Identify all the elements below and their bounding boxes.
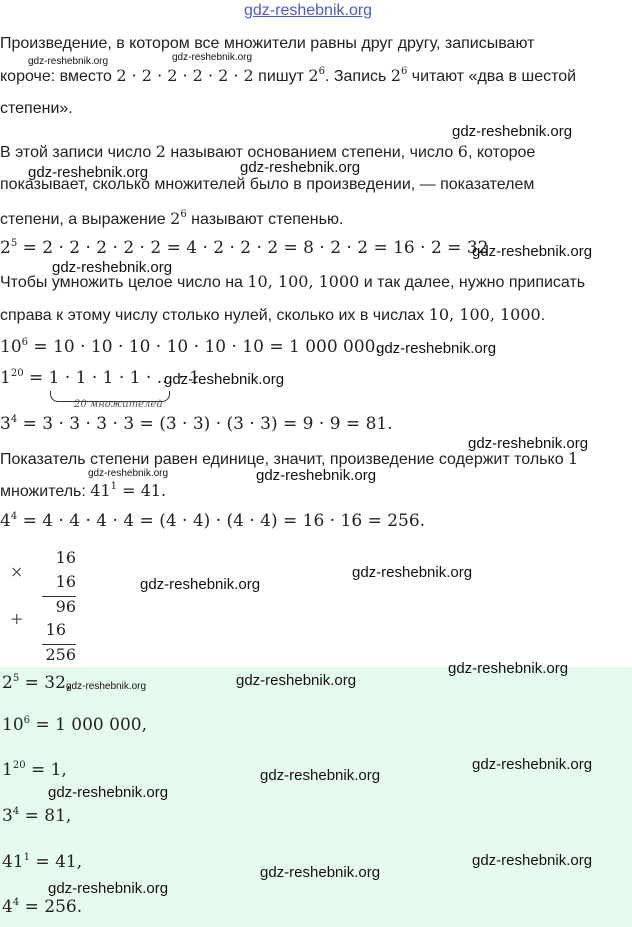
solution-3-pow-4: $3^4 = 3 \cdot 3 \cdot 3 \cdot 3 = (3 \cdot 3) \cdot (3 \cdot 3) = 9 \cdot 9 = 81$. — [0, 414, 393, 434]
watermark: gdz-reshebnik.org — [472, 243, 593, 260]
watermark: gdz-reshebnik.org — [48, 784, 169, 801]
watermark: gdz-reshebnik.org — [164, 371, 285, 388]
watermark: gdz-reshebnik.org — [66, 681, 147, 692]
answer-1: $2^5 = 32$, — [2, 673, 72, 693]
column-partial-2: 16 — [45, 620, 66, 639]
watermark: gdz-reshebnik.org — [172, 52, 253, 63]
column-factor-b: 16 — [55, 572, 76, 591]
site-link[interactable]: gdz-reshebnik.org — [244, 2, 373, 19]
theory-line-2: короче: вместо 2 · 2 · 2 · 2 · 2 · 2 пишут $2^6$. Запись $2^6$ читают «два в шестой — [0, 66, 577, 85]
watermark: gdz-reshebnik.org — [240, 159, 361, 176]
column-partial-1: 96 — [42, 596, 76, 616]
rule-line-1: Чтобы умножить целое число на 10, 100, 1000 и так далее, нужно приписать — [0, 272, 586, 291]
theory-line-1: Произведение, в котором все множители равны друг другу, записывают — [0, 35, 535, 52]
watermark: gdz-reshebnik.org — [28, 164, 149, 181]
answer-4: $3^4 = 81$, — [2, 806, 72, 826]
watermark: gdz-reshebnik.org — [472, 756, 593, 773]
watermark: gdz-reshebnik.org — [140, 576, 261, 593]
theory-line-3: степени». — [0, 100, 73, 117]
theory-p2-line-3: степени, а выражение $2^6$ называют степенью. — [0, 209, 344, 228]
watermark: gdz-reshebnik.org — [448, 660, 569, 677]
watermark: gdz-reshebnik.org — [260, 767, 381, 784]
plus-sign: + — [10, 609, 24, 628]
rule-line-2: справа к этому числу столько нулей, сколько их в числах 10, 100, 1000. — [0, 305, 546, 324]
unit-line-1: Показатель степени равен единице, значит, произведение содержит только 1 — [0, 449, 579, 468]
solution-4-pow-4: $4^4 = 4 \cdot 4 \cdot 4 \cdot 4 = (4 \cdot 4) \cdot (4 \cdot 4) = 16 \cdot 16 = 256$. — [0, 511, 426, 531]
column-result: 256 — [42, 644, 76, 664]
unit-line-2: множитель: $41^1 = 41$. — [0, 481, 167, 500]
watermark: gdz-reshebnik.org — [88, 468, 169, 479]
solution-1-pow-20: $1^{20} = 1 \cdot 1 \cdot 1 \cdot 1$ · ... · 1 — [0, 368, 200, 388]
watermark: gdz-reshebnik.org — [28, 56, 109, 67]
theory-p2-line-1: В этой записи число 2 называют основанием степени, число 6, которое — [0, 142, 536, 161]
watermark: gdz-reshebnik.org — [472, 852, 593, 869]
watermark: gdz-reshebnik.org — [376, 340, 497, 357]
theory-p2-line-2: показывает, сколько множителей было в произведении, — показателем — [0, 176, 535, 193]
solution-10-pow-6: $10^6 = 10 \cdot 10 \cdot 10 \cdot 10 \cdot 10 \cdot 10 = 1$ 000 000. — [0, 337, 381, 357]
watermark: gdz-reshebnik.org — [52, 259, 173, 276]
watermark: gdz-reshebnik.org — [352, 564, 473, 581]
watermark: gdz-reshebnik.org — [236, 672, 357, 689]
column-factor-a: 16 — [55, 548, 76, 567]
watermark: gdz-reshebnik.org — [452, 123, 573, 140]
watermark: gdz-reshebnik.org — [48, 880, 169, 897]
answer-3: $1^{20} = 1$, — [2, 760, 67, 780]
underbrace-label: 20 множителей — [74, 399, 163, 410]
watermark: gdz-reshebnik.org — [260, 864, 381, 881]
solution-2-pow-5: $2^5 = 2 \cdot 2 \cdot 2 \cdot 2 \cdot 2 = 4 \cdot 2 \cdot 2 \cdot 2 = 8 \cdot 2 \cdot 2 = 16 \cdot 2 = 32$ — [0, 238, 489, 258]
watermark: gdz-reshebnik.org — [468, 435, 589, 452]
times-sign: × — [10, 562, 24, 581]
answer-5: $41^1 = 41$, — [2, 852, 83, 872]
watermark: gdz-reshebnik.org — [256, 467, 377, 484]
answer-2: $10^6 = 1$ 000 000, — [2, 715, 147, 735]
answer-6: $4^4 = 256$. — [2, 897, 83, 917]
